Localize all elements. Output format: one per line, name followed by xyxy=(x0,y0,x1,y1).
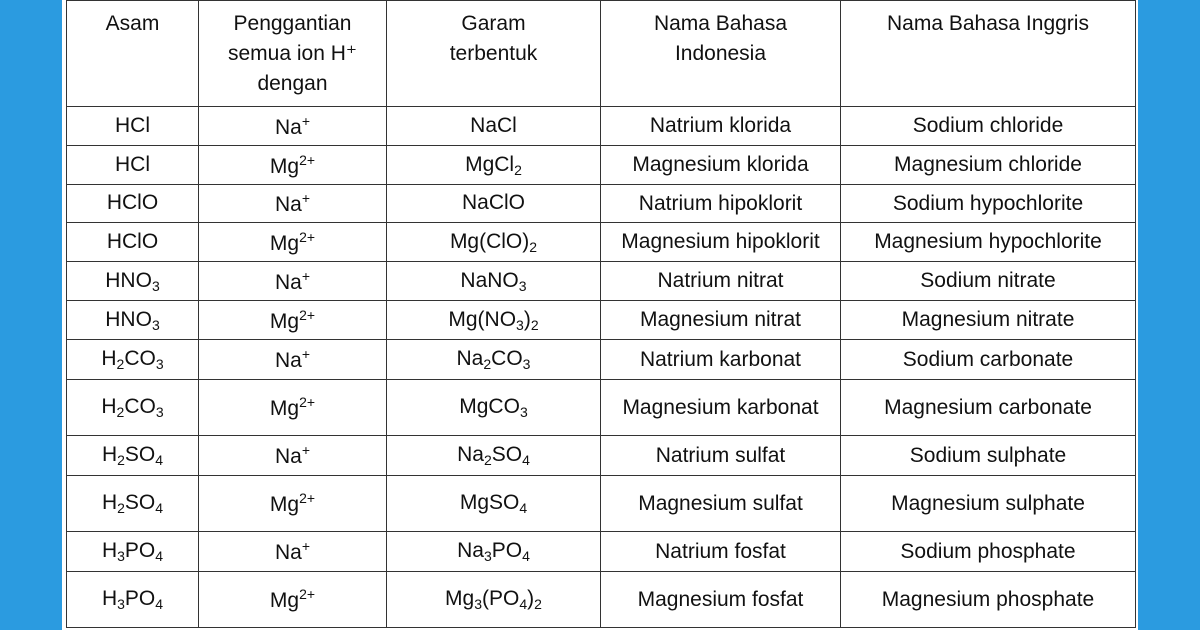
ion-cell xyxy=(199,476,387,532)
ion-cell xyxy=(199,223,387,262)
formula-part: CO xyxy=(124,347,156,370)
ion-cell xyxy=(199,380,387,436)
ion-charge: + xyxy=(301,112,311,129)
salt-cell xyxy=(387,301,601,340)
formula-part: HNO xyxy=(105,268,152,292)
indonesian-name-cell: Natrium nitrat xyxy=(601,262,841,301)
salt-cell xyxy=(387,262,601,301)
ion-charge: + xyxy=(301,538,311,554)
formula-part: H xyxy=(101,443,118,466)
acid-cell xyxy=(67,262,199,301)
table-row xyxy=(67,107,1136,146)
english-name-cell: Sodium chloride xyxy=(841,107,1136,146)
table-row xyxy=(67,532,1136,572)
salt-cell xyxy=(387,532,601,572)
formula-subscript: 2 xyxy=(529,238,538,255)
formula-part: HCl xyxy=(115,152,150,176)
formula-subscript: 4 xyxy=(155,452,164,468)
table-row xyxy=(67,340,1136,380)
header-line: Nama Bahasa Inggris xyxy=(887,12,1089,35)
formula-subscript: 4 xyxy=(519,500,528,516)
ion-symbol: Mg xyxy=(269,309,300,333)
formula-subscript: 3 xyxy=(522,356,531,372)
salt-cell xyxy=(387,107,601,146)
acid-cell xyxy=(67,146,199,185)
indonesian-name-cell: Magnesium sulfat xyxy=(601,476,841,532)
english-name-cell: Magnesium carbonate xyxy=(841,380,1136,436)
acid-cell xyxy=(67,107,199,146)
indonesian-name-cell: Magnesium karbonat xyxy=(601,380,841,436)
ion-charge: 2+ xyxy=(299,306,316,323)
table-row xyxy=(67,262,1136,301)
formula-subscript: 3 xyxy=(155,404,164,420)
formula-subscript: 3 xyxy=(483,548,492,564)
english-name-cell: Magnesium phosphate xyxy=(841,572,1136,628)
formula-subscript: 2 xyxy=(116,404,125,420)
ion-symbol: Mg xyxy=(269,154,300,178)
formula-part: H xyxy=(101,491,118,514)
header-line: Indonesia xyxy=(674,42,767,65)
formula-part: H xyxy=(101,587,118,610)
formula-subscript: 4 xyxy=(155,500,164,516)
salt-cell xyxy=(387,436,601,476)
table-row xyxy=(67,380,1136,436)
header-line: Asam xyxy=(105,12,160,35)
header-garam xyxy=(387,1,601,107)
ion-symbol: Mg xyxy=(269,397,300,420)
formula-subscript: 2 xyxy=(530,316,539,333)
ion-symbol: Na xyxy=(274,115,302,139)
acid-cell xyxy=(67,476,199,532)
content-panel xyxy=(62,0,1138,630)
formula-part: MgSO xyxy=(459,491,520,514)
indonesian-name-cell: Magnesium fosfat xyxy=(601,572,841,628)
ion-cell xyxy=(199,146,387,185)
salt-naming-table xyxy=(66,0,1136,628)
formula-part: H xyxy=(101,539,118,562)
english-name-cell: Magnesium nitrate xyxy=(841,301,1136,340)
formula-part: SO xyxy=(124,443,156,466)
acid-cell xyxy=(67,301,199,340)
formula-part: ) xyxy=(527,587,535,610)
ion-charge: + xyxy=(301,190,311,206)
formula-part: HNO xyxy=(105,307,152,331)
acid-cell xyxy=(67,532,199,572)
ion-cell xyxy=(199,572,387,628)
formula-subscript: 3 xyxy=(117,548,125,564)
ion-cell xyxy=(199,436,387,476)
acid-cell xyxy=(67,572,199,628)
formula-part: HCl xyxy=(115,113,150,137)
formula-part: H xyxy=(101,347,117,370)
ion-symbol: Na xyxy=(274,541,302,564)
formula-part: (PO xyxy=(482,587,520,610)
formula-subscript: 3 xyxy=(474,596,483,612)
formula-part: ) xyxy=(523,307,531,331)
formula-part: PO xyxy=(124,587,156,610)
ion-charge: 2+ xyxy=(299,490,316,506)
formula-subscript: 2 xyxy=(514,161,522,178)
table-row xyxy=(67,146,1136,185)
ion-symbol: Mg xyxy=(269,493,300,516)
header-nama-indonesia xyxy=(601,1,841,107)
ion-symbol: Mg xyxy=(269,231,300,255)
ion-symbol: Na xyxy=(274,349,302,372)
table-row xyxy=(67,185,1136,223)
ion-symbol: Na xyxy=(274,193,302,216)
formula-part: MgCO xyxy=(459,395,520,418)
table-row xyxy=(67,301,1136,340)
english-name-cell: Magnesium sulphate xyxy=(841,476,1136,532)
header-asam xyxy=(67,1,199,107)
formula-subscript: 3 xyxy=(516,316,524,333)
formula-part: PO xyxy=(491,539,523,562)
formula-subscript: 2 xyxy=(483,356,492,372)
ion-symbol: Na xyxy=(274,270,302,294)
english-name-cell: Sodium phosphate xyxy=(841,532,1136,572)
formula-subscript: 4 xyxy=(522,548,530,564)
salt-cell xyxy=(387,380,601,436)
table-row xyxy=(67,436,1136,476)
formula-subscript: 4 xyxy=(522,452,530,468)
header-penggantian xyxy=(199,1,387,107)
ion-cell xyxy=(199,532,387,572)
formula-subscript: 3 xyxy=(117,596,125,612)
acid-cell xyxy=(67,436,199,476)
acid-cell xyxy=(67,185,199,223)
table-row xyxy=(67,223,1136,262)
english-name-cell: Sodium nitrate xyxy=(841,262,1136,301)
acid-cell xyxy=(67,223,199,262)
formula-part: Na xyxy=(457,443,484,466)
table-row xyxy=(67,572,1136,628)
indonesian-name-cell: Magnesium klorida xyxy=(601,146,841,185)
ion-charge: 2+ xyxy=(299,586,316,602)
header-line: Nama Bahasa xyxy=(653,12,788,35)
header-row xyxy=(67,1,1136,107)
header-line: Penggantian xyxy=(233,12,352,35)
formula-part: CO xyxy=(124,395,156,418)
ion-charge: + xyxy=(301,346,311,362)
formula-part: Na xyxy=(456,347,484,370)
ion-charge: 2+ xyxy=(299,228,316,245)
english-name-cell: Magnesium chloride xyxy=(841,146,1136,185)
indonesian-name-cell: Magnesium nitrat xyxy=(601,301,841,340)
table-row xyxy=(67,476,1136,532)
formula-subscript: 2 xyxy=(117,500,125,516)
ion-symbol: Mg xyxy=(269,589,300,612)
formula-subscript: 4 xyxy=(519,596,528,612)
indonesian-name-cell: Natrium fosfat xyxy=(601,532,841,572)
salt-cell xyxy=(387,185,601,223)
formula-subscript: 3 xyxy=(518,277,527,294)
salt-cell xyxy=(387,340,601,380)
formula-part: Mg(ClO) xyxy=(449,229,530,253)
acid-cell xyxy=(67,380,199,436)
ion-charge: + xyxy=(301,442,311,458)
formula-subscript: 4 xyxy=(155,596,164,612)
ion-symbol: Na xyxy=(274,445,302,468)
formula-part: H xyxy=(101,395,117,418)
header-line: terbentuk xyxy=(449,42,538,65)
salt-cell xyxy=(387,572,601,628)
ion-cell xyxy=(199,340,387,380)
indonesian-name-cell: Natrium sulfat xyxy=(601,436,841,476)
formula-subscript: 3 xyxy=(155,356,164,372)
formula-subscript: 2 xyxy=(534,596,542,612)
ion-cell xyxy=(199,185,387,223)
formula-part: CO xyxy=(491,347,523,370)
formula-part: Na xyxy=(457,539,484,562)
table-body xyxy=(67,107,1136,628)
ion-cell xyxy=(199,301,387,340)
formula-part: MgCl xyxy=(465,152,515,176)
indonesian-name-cell: Natrium hipoklorit xyxy=(601,185,841,223)
indonesian-name-cell: Natrium klorida xyxy=(601,107,841,146)
formula-part: Mg xyxy=(445,587,475,610)
formula-subscript: 2 xyxy=(116,356,125,372)
formula-part: SO xyxy=(491,443,523,466)
formula-subscript: 3 xyxy=(519,404,528,420)
salt-cell xyxy=(387,476,601,532)
formula-part: NaClO xyxy=(461,191,525,214)
formula-subscript: 2 xyxy=(483,452,492,468)
formula-part: SO xyxy=(124,491,156,514)
ion-charge: + xyxy=(301,267,311,284)
header-nama-inggris xyxy=(841,1,1136,107)
ion-cell xyxy=(199,262,387,301)
formula-subscript: 3 xyxy=(151,277,160,294)
ion-charge: 2+ xyxy=(299,151,316,168)
ion-cell xyxy=(199,107,387,146)
english-name-cell: Sodium hypochlorite xyxy=(841,185,1136,223)
english-name-cell: Sodium carbonate xyxy=(841,340,1136,380)
salt-cell xyxy=(387,146,601,185)
header-line: dengan xyxy=(257,72,328,95)
ion-charge: 2+ xyxy=(299,394,316,410)
formula-subscript: 2 xyxy=(117,452,125,468)
header-line: Garam xyxy=(461,12,526,35)
salt-cell xyxy=(387,223,601,262)
indonesian-name-cell: Magnesium hipoklorit xyxy=(601,223,841,262)
header-line: semua ion H⁺ xyxy=(228,42,357,65)
formula-part: HClO xyxy=(106,191,159,214)
acid-cell xyxy=(67,340,199,380)
indonesian-name-cell: Natrium karbonat xyxy=(601,340,841,380)
formula-part: NaCl xyxy=(470,113,517,137)
english-name-cell: Magnesium hypochlorite xyxy=(841,223,1136,262)
formula-part: HClO xyxy=(106,229,159,253)
formula-part: NaNO xyxy=(460,268,519,292)
formula-part: PO xyxy=(124,539,156,562)
formula-subscript: 4 xyxy=(155,548,164,564)
english-name-cell: Sodium sulphate xyxy=(841,436,1136,476)
formula-part: Mg(NO xyxy=(448,307,517,331)
formula-subscript: 3 xyxy=(151,316,160,333)
